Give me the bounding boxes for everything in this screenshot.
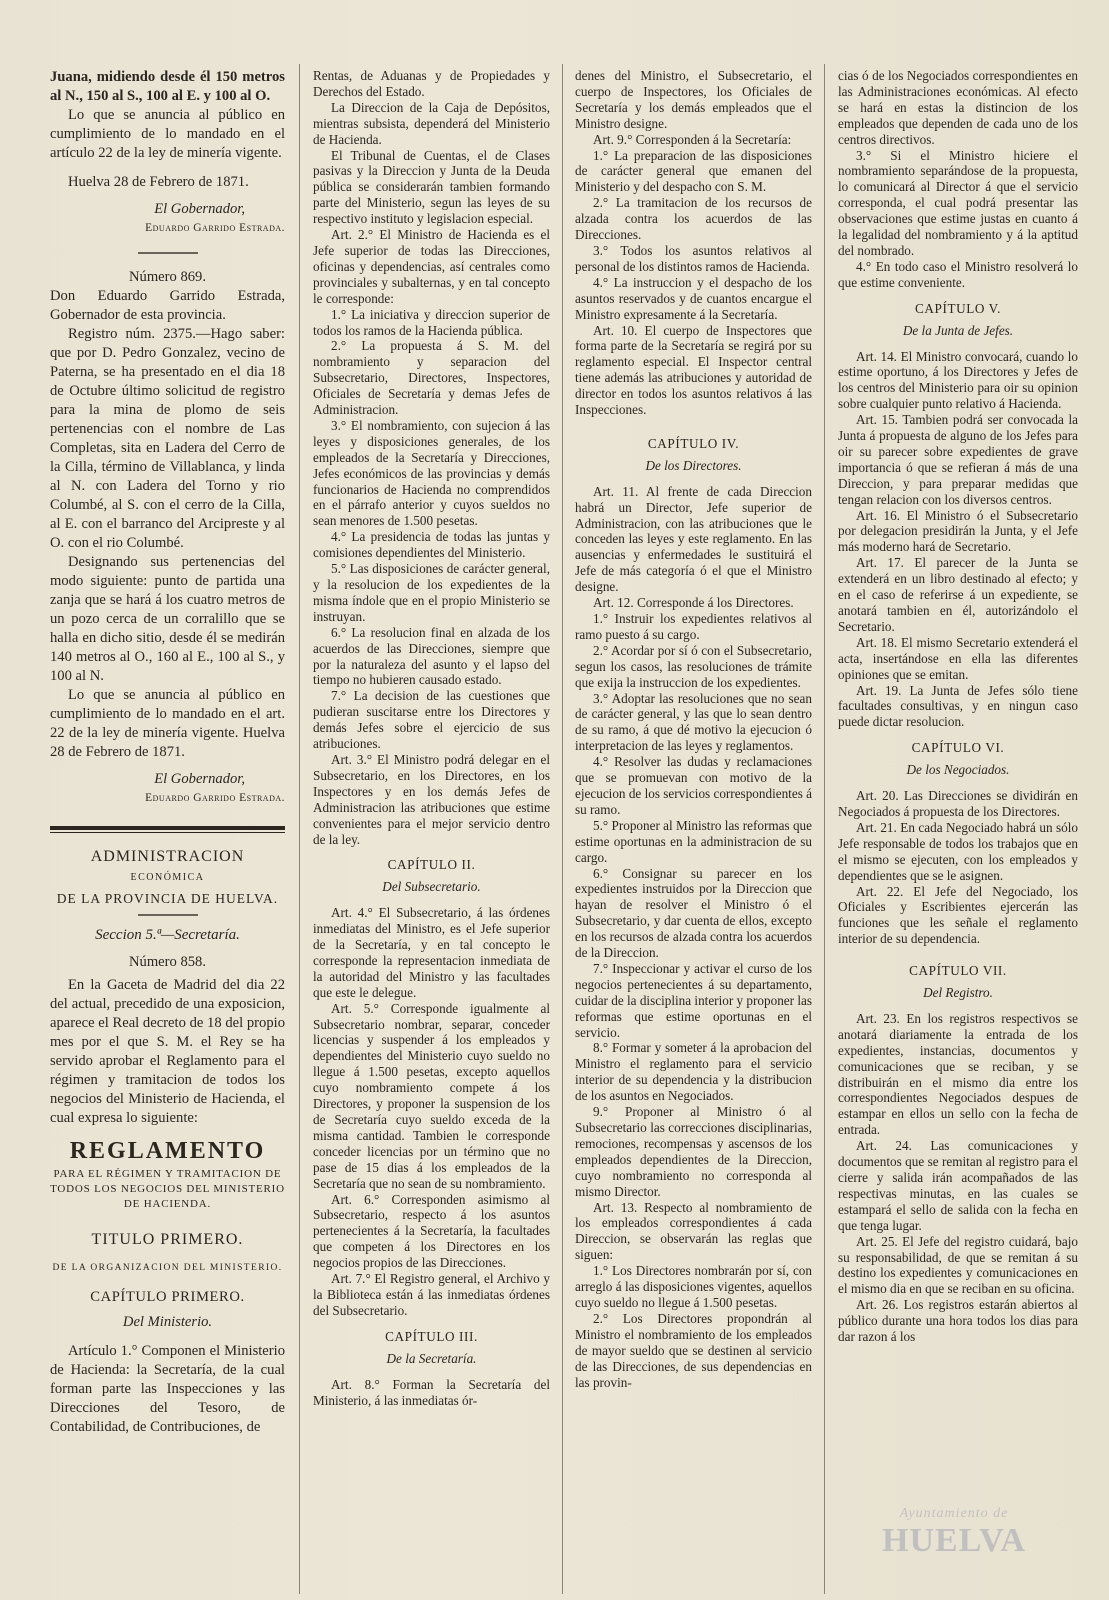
section-label: Seccion 5.ª—Secretaría. [95, 927, 240, 943]
paragraph: En la Gaceta de Madrid del dia 22 del actual, precedido de una exposicion, aparece el Real decreto de 18 del propio mes por el que S. M. el Rey se ha servido aprobar el Reglamento para el régimen y tramitacion de todos los negocios del Ministerio de Hacienda, el cual expresa lo siguiente: [50, 977, 285, 1126]
chapter-heading: CAPÍTULO PRIMERO. [90, 1289, 245, 1305]
chapter-heading: CAPÍTULO VI. [911, 740, 1005, 756]
paragraph: La Direccion de la Caja de Depósitos, mientras subsista, dependerá del Ministerio de Hacienda. [313, 99, 550, 147]
paragraph: Art. 11. Al frente de cada Direccion habrá un Director, Jefe superior de Administracion, con las atribuciones que le conceden las leyes y este reglamento. En las ausencias y enfermedades le sustituirá el Jefe de más categoría ó el que el Ministro designe. [575, 483, 812, 595]
separator [138, 252, 198, 254]
paragraph: Art. 18. El mismo Secretario extenderá el acta, insertándose en ella las diferentes opiniones que se emitan. [838, 634, 1078, 682]
paragraph: 4.° Resolver las dudas y reclamaciones que se promuevan con motivo de la ejecucion de los servicios correspondientes á su ramo. [575, 754, 812, 817]
paragraph: 9.° Proponer al Ministro ó al Subsecretario las correcciones disciplinarias, remociones, recompensas y ascensos de los empleados dependientes de la Direccion, cuyo nombramiento no corresponda al mismo Director. [575, 1104, 812, 1199]
paragraph: Art. 23. En los registros respectivos se anotará diariamente la entrada de los expedientes, instancias, documentos y comunicaciones que se reciban, y se distribuirán en el mismo dia entre los correspondientes Negociados despues de estampar en ellos un sello con la fecha de entrada. [838, 1010, 1078, 1138]
section-rule [50, 826, 285, 830]
paragraph: 5.° Las disposiciones de carácter general, y la resolucion de los expedientes de la misma índole que en el propio Ministerio se instruyan. [313, 561, 550, 624]
paragraph: Art. 3.° El Ministro podrá delegar en el Subsecretario, en los Directores, en los Inspectores y en los demás Jefes de Administracion las atribuciones que estime convenientes para el mejor servicio dentro de la ley. [313, 751, 550, 847]
section-heading: ADMINISTRACION [90, 848, 245, 865]
separator [138, 914, 198, 916]
paragraph: Art. 7.° El Registro general, el Archivo y la Biblioteca están á las inmediatas órdenes del Subsecretario. [313, 1271, 550, 1318]
column-rule [562, 64, 563, 1594]
archive-watermark [839, 1506, 1069, 1560]
chapter-heading: CAPÍTULO VII. [909, 963, 1007, 979]
paragraph: Art. 16. El Ministro ó el Subsecretario por delegacion presidirán la Junta, y el Jefe más moderno hará de Secretario. [838, 507, 1078, 555]
chapter-subtitle: Del Ministerio. [122, 1314, 213, 1330]
column-3 [575, 68, 812, 1593]
paragraph: Art. 2.° El Ministro de Hacienda es el Jefe superior de todas las Direcciones, oficinas y dependencias, así centrales como provinciales y subalternas, y en tal concepto le corresponde: [313, 227, 550, 306]
paragraph: Juana, midiendo desde él 150 metros al N., 150 al S., 100 al E. y 100 al O. [50, 69, 285, 104]
paragraph: Art. 24. Las comunicaciones y documentos que se remitan al registro para el cierre y salida irán acompañados de las respectivas minutas, en las cuales se estampará el sello de salida con la fecha en que tenga lugar. [838, 1138, 1078, 1233]
chapter-subtitle: De la Junta de Jefes. [902, 322, 1014, 338]
paragraph: 3.° Adoptar las resoluciones que no sean de carácter general, y las que lo sean dentro de su ramo, á que dé motivo la ejecucion ó interpretacion de las leyes y reglamentos. [575, 690, 812, 754]
paragraph: 4.° La instruccion y el despacho de los asuntos reservados y de cuantos encargue el Ministro expresamente á la Secretaría. [575, 274, 812, 322]
section-subheading: DE LA PROVINCIA DE HUELVA. [56, 891, 279, 906]
reglamento-heading: REGLAMENTO [69, 1138, 266, 1164]
reglamento-subtitle: PARA EL RÉGIMEN Y TRAMITACION DE TODOS LOS NEGOCIOS DEL MINISTERIO DE HACIENDA. [50, 1168, 285, 1210]
paragraph: 4.° En todo caso el Ministro resolverá lo que estime conveniente. [838, 258, 1078, 290]
column-2 [313, 68, 550, 1593]
paragraph: Art. 13. Respecto al nombramiento de los empleados correspondientes á cada Direccion, se observarán las reglas que siguen: [575, 1199, 812, 1263]
chapter-heading: CAPÍTULO V. [915, 300, 1001, 316]
paragraph: Art. 25. El Jefe del registro cuidará, bajo su responsabilidad, de que se remitan á su destino los expedientes y comunicaciones en el mismo dia en que se reciban en su oficina. [838, 1233, 1078, 1297]
paragraph: Registro núm. 2375.—Hago saber: que por D. Pedro Gonzalez, vecino de Paterna, se ha presentado en el dia 18 de Octubre último solicitud de registro para la mina de plomo de seis pertenencias con el nombre de Las Completas, sita en Ladera del Cerro de la Cilla, término de Villablanca, y linda al N. con Ladera del Torno y rio Columbé, al S. con el cerro de la Cilla, al E. con el barranco del Arcipreste y al O. con el rio Columbé. [50, 326, 285, 551]
paragraph: Art. 19. La Junta de Jefes sólo tiene facultades consultivas, y en ningun caso puede dictar resolucion. [838, 682, 1078, 730]
chapter-subtitle: Del Subsecretario. [382, 879, 481, 895]
paragraph: Art. 15. Tambien podrá ser convocada la Junta á propuesta de alguno de los Jefes para oir su parecer sobre expedientes de grave importancia ó que se refieran á más de una Direccion, y para preparar medidas que tengan relacion con los diversos centros. [838, 412, 1078, 507]
notice-number: Número 869. [128, 269, 206, 285]
watermark-line: HUELVA [882, 1522, 1026, 1559]
paragraph: Don Eduardo Garrido Estrada, Gobernador de esta provincia. [50, 288, 285, 323]
notice-number: Número 858. [128, 954, 206, 970]
column-4 [838, 68, 1078, 1593]
paragraph: Lo que se anuncia al público en cumplimiento de lo mandado en el art. 22 de la ley de minería vigente. Huelva 28 de Febrero de 1871. [50, 687, 285, 760]
section-rule [50, 832, 285, 833]
paragraph: Art. 22. El Jefe del Negociado, los Oficiales y Escribientes ejercerán las funciones que les señale el reglamento interior de su dependencia. [838, 883, 1078, 947]
paragraph: 6.° Consignar su parecer en los expedientes instruidos por la Direccion que hayan de resolver el Ministro ó el Subsecretario, y dar cuenta de ellos, excepto en los recursos de alzada contra los acuerdos de la Direccion. [575, 865, 812, 961]
title-subheading: DE LA ORGANIZACION DEL MINISTERIO. [52, 1263, 283, 1273]
paragraph: cias ó de los Negociados correspondientes en las Administraciones económicas. Al efecto se hará en estas la distincion de los empleados que dependen de cada uno de los centros directivos. [838, 68, 1078, 147]
paragraph: 2.° Acordar por sí ó con el Subsecretario, segun los casos, las resoluciones de trámite que exija la instruccion de los expedientes. [575, 642, 812, 690]
title-heading: TITULO PRIMERO. [91, 1231, 244, 1248]
paragraph: 6.° La resolucion final en alzada de los acuerdos de las Direcciones, siempre que por la naturaleza del asunto y el lapso del tiempo no hubieren causado estado. [313, 624, 550, 688]
paragraph: 8.° Formar y someter á la aprobacion del Ministro el reglamento para el servicio interior de su dependencia y la distribucion de los asuntos en Negociados. [575, 1040, 812, 1104]
paragraph: 5.° Proponer al Ministro las reformas que estime oportunas en la administracion de su cargo. [575, 817, 812, 865]
chapter-heading: CAPÍTULO III. [385, 1328, 478, 1344]
paragraph: 3.° El nombramiento, con sujecion á las leyes y disposiciones generales, de los empleados de la Secretaría y Direcciones, Jefes económicos de las provincias y demás funcionarios de Hacienda no comprendidos en el párrafo anterior y cuyos sueldos no sean menores de 1.500 pesetas. [313, 417, 550, 529]
paragraph: 2.° La propuesta á S. M. del nombramiento y separacion del Subsecretario, Directores, Inspectores, Oficiales de Secretaría y demas Jefes de Administracion. [313, 338, 550, 418]
paragraph: El Tribunal de Cuentas, el de Clases pasivas y la Direccion y Junta de la Deuda pública se considerarán tambien formando parte del Ministerio, segun las leyes de su respectivo instituto y legislacion especial. [313, 147, 550, 227]
column-1 [50, 68, 285, 1593]
paragraph: Art. 8.° Forman la Secretaría del Ministerio, á las inmediatas ór- [313, 1376, 550, 1408]
paragraph: denes del Ministro, el Subsecretario, el cuerpo de Inspectores, los Oficiales de Secretaría y los demás empleados que el Ministro designe. [575, 68, 812, 131]
signature-title: El Gobernador, [154, 771, 245, 787]
chapter-subtitle: De la Secretaría. [386, 1350, 477, 1366]
paragraph: Art. 4.° El Subsecretario, á las órdenes inmediatas del Ministro, es el Jefe superior de la Secretaría, y en tal concepto le corresponde la representacion inmediata de la autoridad del Ministro y las facultades que este le delegue. [313, 905, 550, 1000]
paragraph: Art. 17. El parecer de la Junta se extenderá en un libro destinado al efecto; y en el caso de referirse á un expediente, se anotará tambien en él, autorizándolo el Secretario. [838, 555, 1078, 634]
signature-name: Eduardo Garrido Estrada. [145, 222, 285, 234]
paragraph: Art. 12. Corresponde á los Directores. [593, 595, 794, 611]
paragraph: Art. 9.° Corresponden á la Secretaría: [593, 131, 792, 147]
chapter-heading: CAPÍTULO IV. [647, 435, 740, 451]
paragraph: Art. 14. El Ministro convocará, cuando lo estime oportuno, á los Directores y Jefes de los centros del Ministerio para oir su opinion sobre cualquier punto relativo á Hacienda. [838, 348, 1078, 412]
column-rule [299, 64, 300, 1594]
paragraph: 1.° Los Directores nombrarán por sí, con arreglo á las disposiciones vigentes, aquellos cuyo sueldo no llegue á 1.500 pesetas. [575, 1263, 812, 1310]
paragraph: 1.° Instruir los expedientes relativos al ramo puesto á su cargo. [575, 611, 812, 642]
paragraph: Art. 6.° Corresponden asimismo al Subsecretario, respecto á los asuntos pertenecientes á la Secretaría, la facultades que competen á los Directores en los negocios propios de las Direcciones. [313, 1191, 550, 1271]
paragraph: 4.° La presidencia de todas las juntas y comisiones dependientes del Ministerio. [313, 529, 550, 561]
paragraph: Art. 5.° Corresponde igualmente al Subsecretario nombrar, separar, conceder licencias y suspender á los empleados y dependientes del Ministerio cuyo sueldo no llegue á 1.500 pesetas, excepto aquellos cuyo nombramiento compete á los Directores, y proponer la suspension de los de Secretaría cuyo sueldo exceda de la misma cantidad. Tambien le corresponde conceder licencias por un término que no pase de 15 dias á los empleados de la Secretaría que no sean de su nombramiento. [313, 1000, 550, 1191]
paragraph: 1.° La preparacion de las disposiciones de carácter general que emanen del Ministerio y del despacho con S. M. [575, 147, 812, 195]
paragraph: Designando sus pertenencias del modo siguiente: punto de partida una zanja que se hará á los cuatro metros de un pozo cerca de un corralillo que se halla en dicho sitio, desde él se medirán 140 metros al O., 160 al E., 100 al S., y 100 al N. [50, 554, 285, 684]
chapter-subtitle: Del Registro. [923, 985, 993, 1001]
paragraph: Artículo 1.° Componen el Ministerio de Hacienda: la Secretaría, de la cual forman parte las Inspecciones y las Direcciones del Tesoro, de Contabilidad, de Contribuciones, de [50, 1343, 285, 1435]
paragraph: Art. 20. Las Direcciones se dividirán en Negociados á propuesta de los Directores. [838, 788, 1078, 819]
paragraph: Art. 10. El cuerpo de Inspectores que forma parte de la Secretaría se regirá por su reglamento especial. El Inspector central tiene además las atribuciones y autoridad de director en todos los asuntos relativos á las Inspecciones. [575, 322, 812, 418]
chapter-heading: CAPÍTULO II. [387, 857, 476, 873]
paragraph: 2.° Los Directores propondrán al Ministro el nombramiento de los empleados de mayor sueldo que se destinen al servicio de las Direcciones, de sus dependencias en las provin- [575, 1310, 812, 1390]
chapter-subtitle: De los Negociados. [906, 762, 1010, 778]
paragraph: Art. 21. En cada Negociado habrá un sólo Jefe responsable de todos los trabajos que en el mismo se ejecuten, con los empleados y dependientes que se le asignen. [838, 819, 1078, 883]
paragraph: Lo que se anuncia al público en cumplimiento de lo mandado en el artículo 22 de la ley de minería vigente. [50, 107, 285, 161]
paragraph: 1.° La iniciativa y direccion superior de todos los ramos de la Hacienda pública. [313, 306, 550, 338]
column-rule [824, 64, 825, 1594]
paragraph: 7.° Inspeccionar y activar el curso de los negocios pertenecientes á su departamento, cuidar de la disciplina interior y proponer las reformas que estime oportunas en el servicio. [575, 960, 812, 1040]
paragraph: 3.° Todos los asuntos relativos al personal de los distintos ramos de Hacienda. [575, 242, 812, 274]
paragraph: Rentas, de Aduanas y de Propiedades y Derechos del Estado. [313, 68, 550, 99]
dateline: Huelva 28 de Febrero de 1871. [68, 174, 249, 190]
watermark-line: Ayuntamiento de [899, 1506, 1009, 1521]
signature-name: Eduardo Garrido Estrada. [145, 792, 285, 804]
signature-title: El Gobernador, [154, 201, 245, 217]
chapter-subtitle: De los Directores. [645, 457, 742, 473]
paragraph: 7.° La decision de las cuestiones que pudieran suscitarse entre los Directores y demás Jefes sobre el ejercicio de sus atribuciones. [313, 688, 550, 752]
section-subheading: ECONÓMICA [130, 872, 205, 883]
paragraph: 3.° Si el Ministro hiciere el nombramiento separándose de la propuesta, lo comunicará al Director á que el servicio corresponda, el cual podrá presentar las observaciones que estime justas en cuanto á la legalidad del nombramiento y á la aptitud del nombrado. [838, 147, 1078, 258]
paragraph: Art. 26. Los registros estarán abiertos al público durante una hora todos los dias para dar razon á los [838, 1297, 1078, 1345]
paragraph: 2.° La tramitacion de los recursos de alzada contra los acuerdos de las Direcciones. [575, 195, 812, 243]
